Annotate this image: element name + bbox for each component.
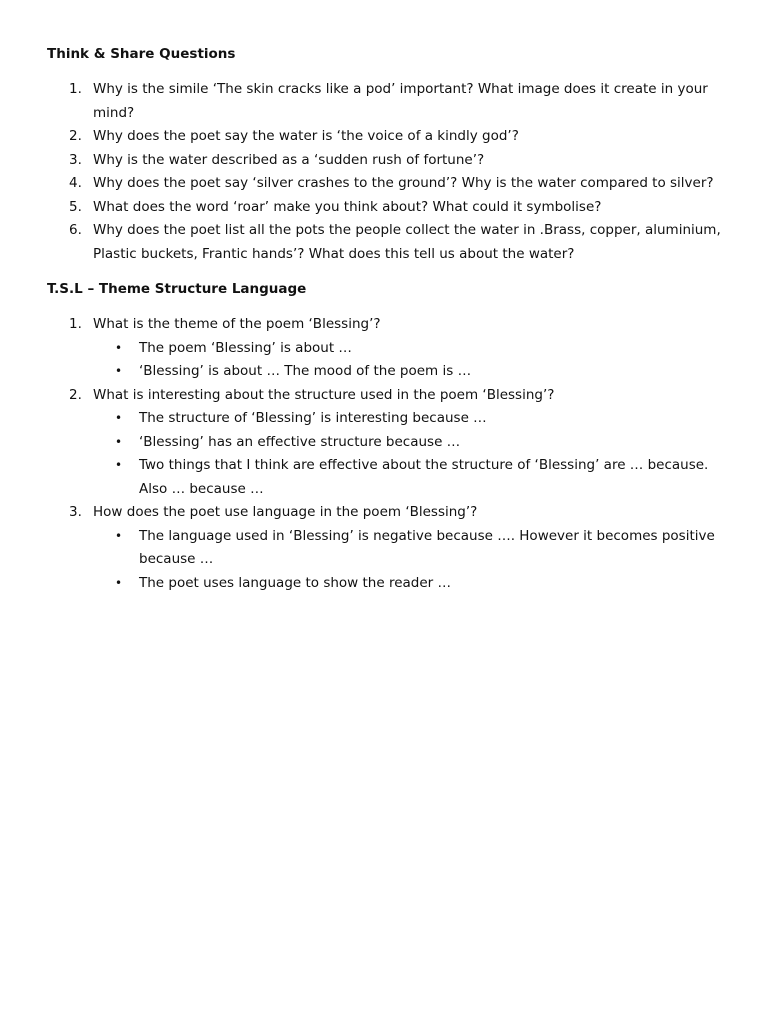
bullet-icon: • (115, 575, 123, 590)
tsl-heading: T.S.L – Theme Structure Language (47, 281, 307, 297)
sentence-starter (93, 337, 727, 361)
question-item (47, 78, 727, 125)
question-number: 2. (69, 386, 82, 403)
sentence-starter-text: Two things that I think are effective about the structure of ‘Blessing’ are … because. Also … because … (139, 457, 709, 497)
think-share-question-list (47, 78, 727, 266)
bullet-icon: • (115, 434, 123, 449)
question-text: Why is the simile ‘The skin cracks like a pod’ important? What image does it create in your mind? (93, 81, 708, 121)
sentence-starter (93, 431, 727, 455)
question-item (47, 125, 727, 149)
question-text: What is interesting about the structure used in the poem ‘Blessing’? (93, 386, 555, 403)
question-text: Why does the poet list all the pots the people collect the water in .Brass, copper, aluminium, Plastic buckets, Frantic hands’? What does this tell us about the water? (93, 222, 721, 262)
sentence-starter (93, 454, 727, 501)
question-item (47, 172, 727, 196)
question-item (47, 196, 727, 220)
question-item (47, 149, 727, 173)
sentence-starter (93, 525, 727, 572)
sentence-starter-list (93, 337, 727, 384)
sentence-starter-text: The language used in ‘Blessing’ is negative because …. However it becomes positive because … (139, 527, 715, 567)
question-text: What does the word ‘roar’ make you think about? What could it symbolise? (93, 198, 602, 215)
sentence-starter (93, 407, 727, 431)
sentence-starter-text: The structure of ‘Blessing’ is interesting because … (139, 410, 487, 426)
question-number: 3. (69, 504, 82, 520)
tsl-question-item (47, 384, 727, 502)
tsl-question-list (47, 313, 727, 595)
question-item (47, 219, 727, 266)
question-number: 2. (69, 128, 82, 144)
sentence-starter (93, 572, 727, 596)
question-text: How does the poet use language in the poem ‘Blessing’? (93, 504, 478, 520)
question-number: 3. (69, 151, 82, 168)
sentence-starter-text: ‘Blessing’ has an effective structure because … (139, 433, 461, 450)
sentence-starter-text: ‘Blessing’ is about … The mood of the poem is … (139, 363, 472, 379)
question-number: 1. (69, 316, 82, 332)
question-text: Why does the poet say ‘silver crashes to the ground’? Why is the water compared to silver? (93, 175, 714, 191)
document-page (47, 44, 727, 595)
sentence-starter-text: The poet uses language to show the reader … (139, 574, 452, 591)
question-number: 5. (69, 198, 82, 215)
question-number: 4. (69, 175, 82, 191)
bullet-icon: • (115, 458, 123, 472)
sentence-starter-list (93, 525, 727, 596)
question-text: What is the theme of the poem ‘Blessing’? (93, 316, 381, 332)
sentence-starter-list (93, 407, 727, 501)
sentence-starter-text: The poem ‘Blessing’ is about … (139, 339, 352, 356)
bullet-icon: • (115, 340, 123, 355)
bullet-icon: • (115, 411, 123, 425)
question-text: Why is the water described as a ‘sudden rush of fortune’? (93, 151, 485, 168)
think-share-heading: Think & Share Questions (47, 46, 236, 62)
bullet-icon: • (115, 528, 123, 543)
question-number: 6. (69, 222, 82, 238)
tsl-question-item (47, 313, 727, 384)
question-text: Why does the poet say the water is ‘the voice of a kindly god’? (93, 128, 519, 144)
tsl-question-item (47, 501, 727, 595)
bullet-icon: • (115, 364, 123, 378)
question-number: 1. (69, 81, 82, 97)
sentence-starter (93, 360, 727, 384)
